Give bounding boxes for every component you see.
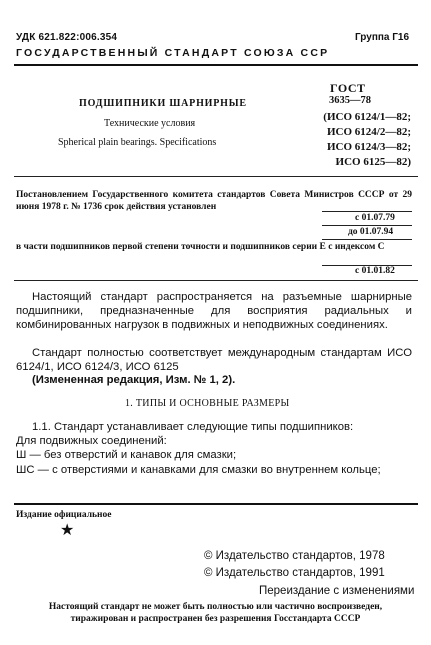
date-rule xyxy=(322,239,412,240)
gost-number: 3635—78 xyxy=(329,95,371,106)
star-icon: ★ xyxy=(60,522,75,539)
decree-text: Постановлением Государственного комитета стандартов Совета Министров СССР от 29 июня 1978 г. № 1736 срок действия установлен xyxy=(16,190,412,212)
scope-paragraph: Настоящий стандарт распространяется на разъемные шарнирные подшипники, предназначенные для восприятия радиальных и комбинированных нагрузок в подвижных и неподвижных соединениях. xyxy=(16,291,412,331)
document-title-english: Spherical plain bearings. Specifications xyxy=(58,137,217,148)
effective-to-date: до 01.07.94 xyxy=(348,227,394,237)
iso-line: ИСО 6124/2—82; xyxy=(326,126,411,138)
date-rule xyxy=(322,211,412,212)
type-sh: Ш — без отверстий и канавок для смазки; xyxy=(16,449,237,461)
official-edition: Издание официальное xyxy=(16,510,112,520)
title-rule xyxy=(14,176,418,177)
header-rule xyxy=(14,64,418,66)
effective-from-date: с 01.07.79 xyxy=(355,213,395,223)
amendment-note: (Измененная редакция, Изм. № 1, 2). xyxy=(32,374,236,386)
date-rule xyxy=(322,225,412,226)
decree-rule xyxy=(14,280,418,281)
reproduction-notice: Настоящий стандарт не может быть полностью или частично воспроизведен, тиражирован и распространен без разрешения Госстандарта СССР xyxy=(48,602,383,624)
gost-label: ГОСТ xyxy=(330,81,366,95)
reprint-note: Переиздание с изменениями xyxy=(259,585,415,597)
iso-line: ИСО 6125—82) xyxy=(335,156,411,168)
iso-line: (ИСО 6124/1—82; xyxy=(323,111,411,123)
iso-references xyxy=(293,110,411,170)
organization-title: ГОСУДАРСТВЕННЫЙ СТАНДАРТ СОЮЗА ССР xyxy=(16,47,330,59)
decree-part-text: в части подшипников первой степени точности и подшипников серии Е с индексом С xyxy=(16,242,385,252)
types-intro: 1.1. Стандарт устанавливает следующие типы подшипников: xyxy=(32,421,354,433)
copyright-1991: © Издательство стандартов, 1991 xyxy=(204,567,385,579)
group-code: Группа Г16 xyxy=(355,32,410,43)
type-shs: ШС — с отверстиями и канавками для смазки во внутреннем кольце; xyxy=(16,464,381,476)
conformity-paragraph: Стандарт полностью соответствует международным стандартам ИСО 6124/1, ИСО 6124/3, ИСО 6125 xyxy=(16,347,412,373)
section-heading: 1. ТИПЫ И ОСНОВНЫЕ РАЗМЕРЫ xyxy=(125,398,290,409)
udk-code: УДК 621.822:006.354 xyxy=(16,32,118,43)
document-subtitle: Технические условия xyxy=(104,118,196,129)
movable-joints-heading: Для подвижных соединений: xyxy=(16,435,167,447)
effective-from-date-2: с 01.01.82 xyxy=(355,266,395,276)
document-title: ПОДШИПНИКИ ШАРНИРНЫЕ xyxy=(79,98,247,109)
footer-rule xyxy=(14,503,418,505)
iso-line: ИСО 6124/3—82; xyxy=(326,141,411,153)
copyright-1978: © Издательство стандартов, 1978 xyxy=(204,550,385,562)
